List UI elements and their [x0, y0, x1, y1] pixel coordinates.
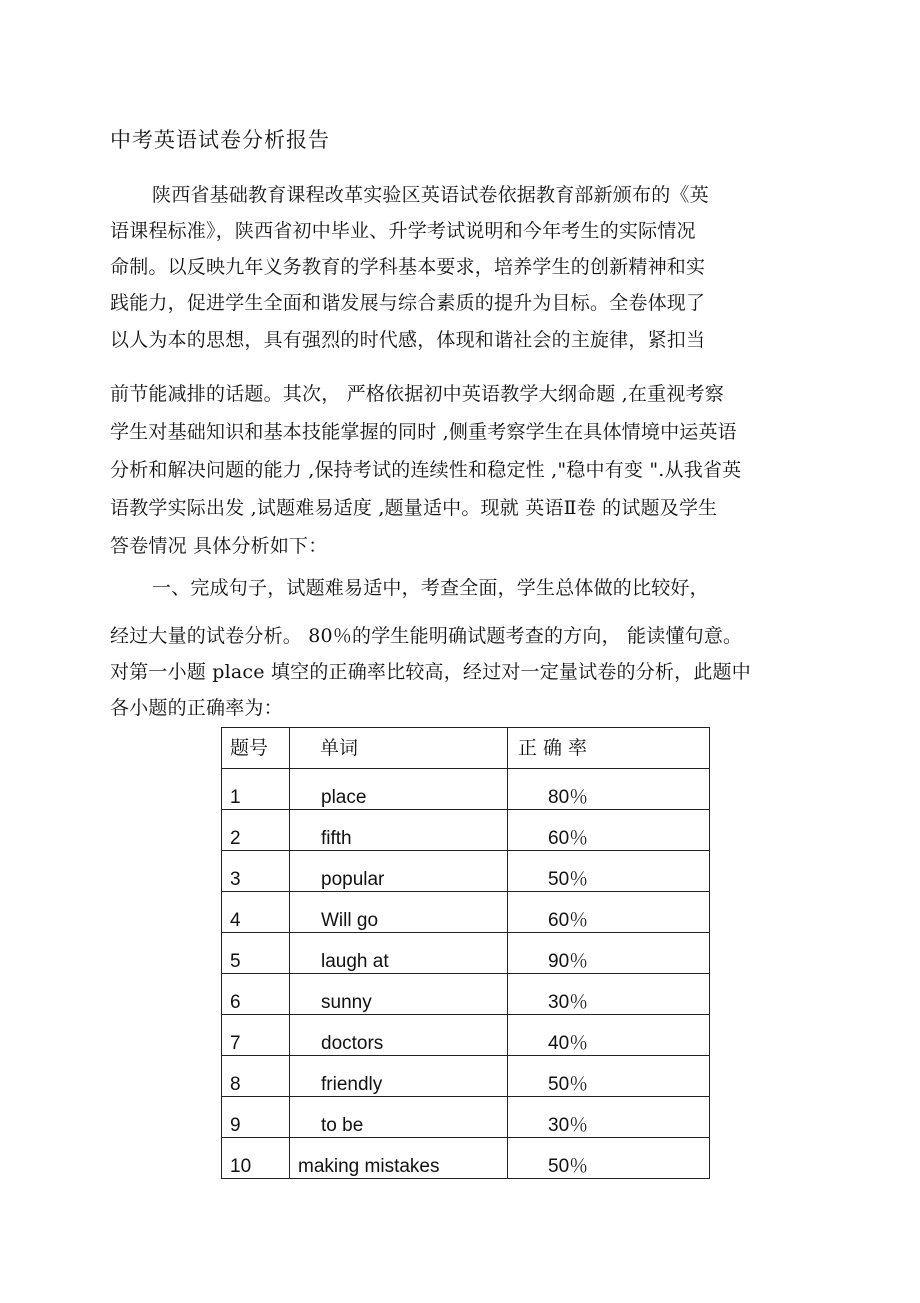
cell-rate: 60％ — [508, 892, 710, 933]
accuracy-table — [221, 727, 710, 1179]
paragraph-line: 语教学实际出发 ,试题难易适度 ,题量适中。现就 英语Ⅱ卷 的试题及学生 — [110, 497, 718, 519]
cell-rate: 50％ — [508, 851, 710, 892]
cell-rate: 90％ — [508, 933, 710, 974]
table-row — [222, 851, 710, 892]
paragraph-line: 分析和解决问题的能力 ,保持考试的连续性和稳定性 ,"稳中有变 ".从我省英 — [110, 459, 742, 481]
paragraph-line: 学生对基础知识和基本技能掌握的同时 ,侧重考察学生在具体情境中运英语 — [110, 421, 737, 443]
table-row — [222, 1015, 710, 1056]
table-row — [222, 974, 710, 1015]
cell-rate: 30％ — [508, 974, 710, 1015]
document-title: 中考英语试卷分析报告 — [110, 128, 330, 152]
cell-number: 1 — [222, 769, 290, 810]
cell-word: sunny — [290, 974, 508, 1015]
cell-number: 2 — [222, 810, 290, 851]
cell-number: 6 — [222, 974, 290, 1015]
analysis-line: 各小题的正确率为： — [110, 697, 283, 719]
paragraph-line: 答卷情况 具体分析如下： — [110, 535, 328, 557]
cell-word: laugh at — [290, 933, 508, 974]
table-row — [222, 1097, 710, 1138]
header-rate: 正确率 — [508, 728, 710, 769]
paragraph-line: 语课程标准》，陕西省初中毕业、升学考试说明和今年考生的实际情况 — [110, 220, 696, 242]
paragraph-line: 陕西省基础教育课程改革实验区英语试卷依据教育部新颁布的《英 — [152, 184, 709, 206]
cell-number: 10 — [222, 1138, 290, 1179]
paragraph-line: 以人为本的思想，具有强烈的时代感，体现和谐社会的主旋律，紧扣当 — [110, 329, 706, 351]
table-row — [222, 933, 710, 974]
cell-number: 3 — [222, 851, 290, 892]
header-number: 题号 — [222, 728, 290, 769]
section-intro: 一、完成句子，试题难易适中，考查全面，学生总体做的比较好， — [152, 577, 709, 599]
cell-word: popular — [290, 851, 508, 892]
table-row — [222, 810, 710, 851]
cell-word: Will go — [290, 892, 508, 933]
cell-rate: 60％ — [508, 810, 710, 851]
cell-rate: 80％ — [508, 769, 710, 810]
cell-number: 9 — [222, 1097, 290, 1138]
table-row — [222, 892, 710, 933]
table-row — [222, 1056, 710, 1097]
cell-word: place — [290, 769, 508, 810]
cell-rate: 40％ — [508, 1015, 710, 1056]
analysis-line: 对第一小题 place 填空的正确率比较高，经过对一定量试卷的分析，此题中 — [110, 661, 751, 683]
cell-rate: 50％ — [508, 1138, 710, 1179]
cell-word: friendly — [290, 1056, 508, 1097]
cell-rate: 50％ — [508, 1056, 710, 1097]
header-word: 单词 — [290, 728, 508, 769]
analysis-line: 经过大量的试卷分析。 80％的学生能明确试题考查的方向， 能读懂句意。 — [110, 625, 743, 647]
cell-number: 7 — [222, 1015, 290, 1056]
paragraph-line: 践能力，促进学生全面和谐发展与综合素质的提升为目标。全卷体现了 — [110, 292, 706, 314]
cell-word: fifth — [290, 810, 508, 851]
cell-number: 4 — [222, 892, 290, 933]
table-header-row — [222, 728, 710, 769]
cell-word: doctors — [290, 1015, 508, 1056]
table-row — [222, 769, 710, 810]
cell-number: 5 — [222, 933, 290, 974]
cell-number: 8 — [222, 1056, 290, 1097]
cell-word: making mistakes — [290, 1138, 508, 1179]
cell-rate: 30％ — [508, 1097, 710, 1138]
table-row — [222, 1138, 710, 1179]
paragraph-line: 命制。以反映九年义务教育的学科基本要求，培养学生的创新精神和实 — [110, 256, 706, 278]
paragraph-line: 前节能减排的话题。其次， 严格依据初中英语教学大纲命题 ,在重视考察 — [110, 383, 724, 405]
cell-word: to be — [290, 1097, 508, 1138]
